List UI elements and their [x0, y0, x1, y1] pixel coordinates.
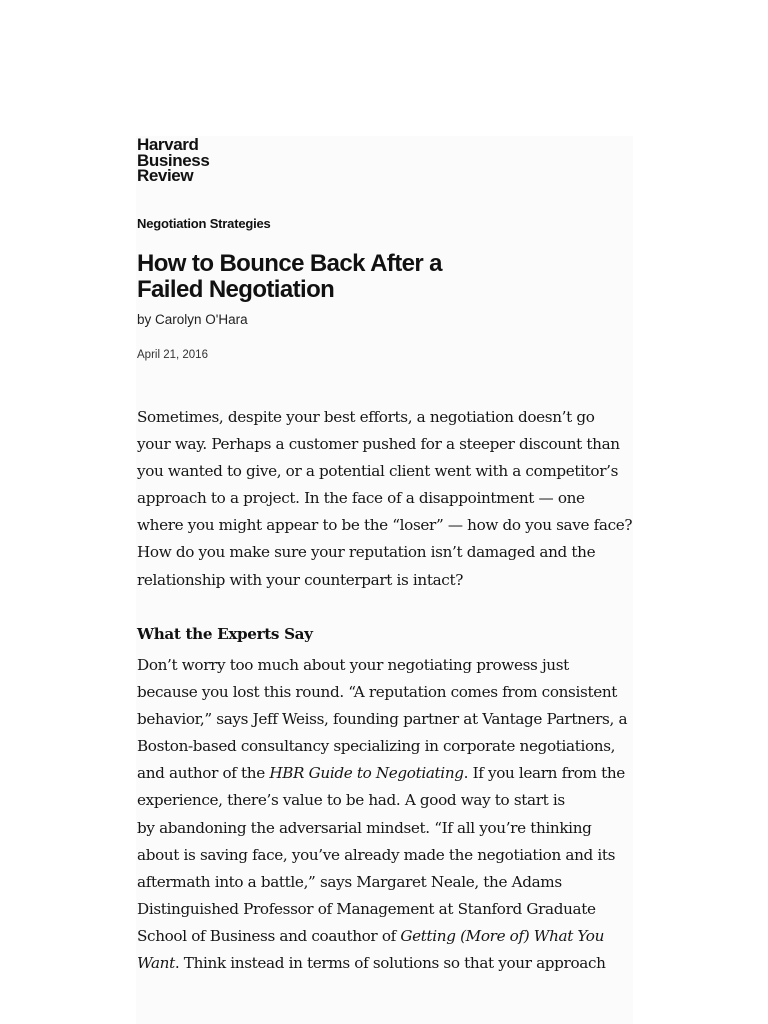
section-line: Boston-based consultancy specializing in corporate negotiations, — [137, 737, 616, 756]
section-line: by abandoning the adversarial mindset. “If all you’re thinking — [137, 818, 592, 837]
article-title-line-2: Failed Negotiation — [137, 276, 335, 303]
section-line: experience, there’s value to be had. A good way to start is — [137, 791, 565, 810]
article-title — [137, 251, 557, 303]
logo-line-3: Review — [137, 166, 194, 185]
section-line: about is saving face, you’ve already made the negotiation and its — [137, 845, 616, 864]
article-date: April 21, 2016 — [137, 349, 208, 361]
section-paragraph — [137, 652, 637, 977]
logo-line-2: Business — [137, 150, 210, 170]
intro-line: relationship with your counterpart is intact? — [137, 570, 463, 589]
section-line: behavior,” says Jeff Weiss, founding partner at Vantage Partners, a — [137, 710, 628, 729]
intro-line: where you might appear to be the “loser” — how do you save face? — [137, 516, 633, 535]
intro-paragraph — [137, 404, 637, 594]
section-line: and author of the HBR Guide to Negotiating. If you learn from the — [137, 764, 625, 783]
intro-line: you wanted to give, or a potential client went with a competitor’s — [137, 462, 619, 481]
article-category: Negotiation Strategies — [137, 216, 271, 231]
section-line: School of Business and coauthor of Getting (More of) What You — [137, 926, 605, 945]
intro-line: How do you make sure your reputation isn’t damaged and the — [137, 543, 596, 562]
book-title-hbr-guide: HBR Guide to Negotiating — [269, 764, 464, 783]
intro-line: your way. Perhaps a customer pushed for a steeper discount than — [137, 435, 620, 454]
book-title-getting-more-cont: Want — [137, 954, 175, 973]
logo-line-1: Harvard — [137, 135, 199, 154]
article-title-line-1: How to Bounce Back After a — [137, 250, 442, 277]
intro-line: approach to a project. In the face of a disappointment — one — [137, 489, 585, 508]
section-line: Don’t worry too much about your negotiating prowess just — [137, 656, 569, 674]
section-line: Want. Think instead in terms of solutions so that your approach — [137, 954, 606, 973]
book-title-getting-more: Getting (More of) What You — [400, 926, 605, 945]
section-line: because you lost this round. “A reputation comes from consistent — [137, 683, 618, 702]
hbr-logo — [137, 137, 209, 184]
intro-line: Sometimes, despite your best efforts, a negotiation doesn’t go — [137, 408, 595, 426]
section-line: aftermath into a battle,” says Margaret Neale, the Adams — [137, 872, 562, 891]
section-heading: What the Experts Say — [137, 625, 313, 643]
section-line: Distinguished Professor of Management at Stanford Graduate — [137, 899, 596, 918]
article-byline: by Carolyn O'Hara — [137, 312, 248, 327]
